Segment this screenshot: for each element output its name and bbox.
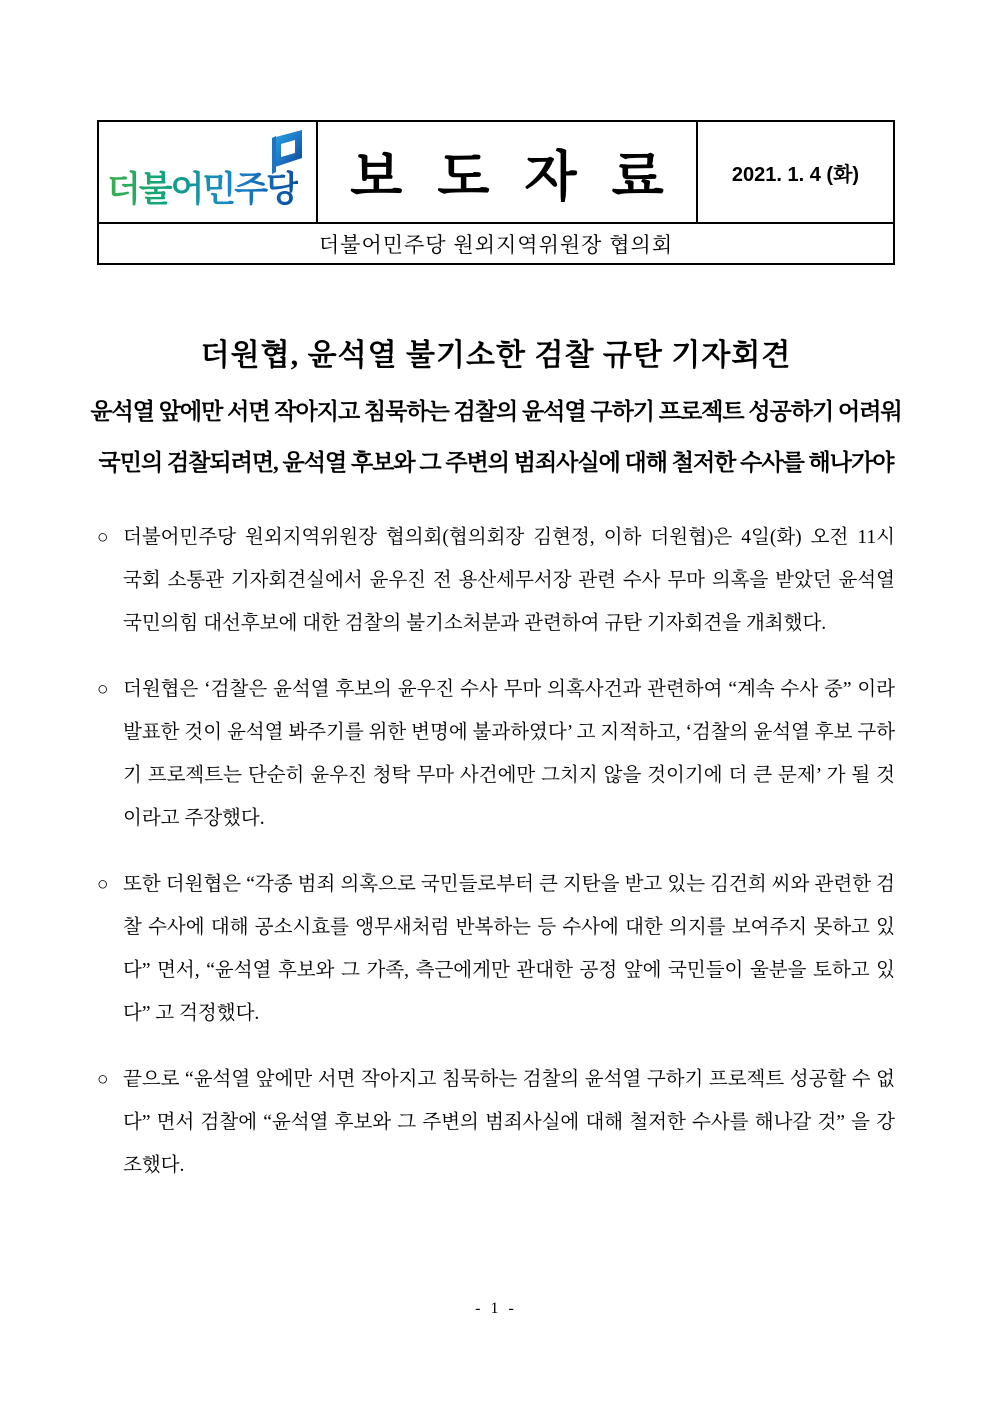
body-paragraph (97, 668, 895, 840)
subheadline-block (60, 386, 932, 488)
header-table (97, 120, 895, 265)
body-paragraph (97, 516, 895, 645)
paragraph-text: 또한 더원협은 “각종 범죄 의혹으로 국민들로부터 큰 지탄을 받고 있는 김건희 씨와 관련한 검찰 수사에 대해 공소시효를 앵무새처럼 반복하는 등 수사에 대한 의지를 보여주지 못하고 있다” 면서, “윤석열 후보와 그 가족, 측근에게만 관대한 공정 앞에 국민들이 울분을 토하고 있다” 고 걱정했다. (123, 874, 895, 1024)
body-paragraph (97, 863, 895, 1035)
bullet-icon: ○ (97, 527, 109, 548)
bullet-icon: ○ (97, 679, 109, 700)
subheadline-2: 국민의 검찰되려면, 윤석열 후보와 그 주변의 범죄사실에 대해 철저한 수사를 해나가야 (98, 450, 894, 475)
document-date: 2021. 1. 4 (화) (731, 163, 860, 186)
bullet-icon: ○ (97, 874, 109, 895)
paragraph-text: 끝으로 “윤석열 앞에만 서면 작아지고 침묵하는 검찰의 윤석열 구하기 프로젝트 성공할 수 없다” 면서 검찰에 “윤석열 후보와 그 주변의 범죄사실에 대해 철저한 수사를 해나갈 것” 을 강조했다. (123, 1069, 895, 1176)
headline: 더원협, 윤석열 불기소한 검찰 규탄 기자회견 (200, 339, 792, 372)
body-text (97, 516, 895, 1210)
subheadline-1: 윤석열 앞에만 서면 작아지고 침묵하는 검찰의 윤석열 구하기 프로젝트 성공하기 어려워 (90, 399, 902, 424)
issuing-org: 더불어민주당 원외지역위원장 협의회 (99, 222, 893, 263)
header-row-main (99, 122, 893, 222)
page-number: - 1 - (475, 1300, 517, 1317)
party-logo (99, 122, 318, 222)
bullet-icon: ○ (97, 1069, 109, 1090)
paragraph-text: 더불어민주당 원외지역위원장 협의회(협의회장 김현정, 이하 더원협)은 4일(화) 오전 11시 국회 소통관 기자회견실에서 윤우진 전 용산세무서장 관련 수사 무마 의혹을 받았던 윤석열 국민의힘 대선후보에 대한 검찰의 불기소처분과 관련하여 규탄 기자회견을 개최했다. (123, 527, 895, 634)
body-paragraph (97, 1058, 895, 1187)
paragraph-text: 더원협은 ‘검찰은 윤석열 후보의 윤우진 수사 무마 의혹사건과 관련하여 “계속 수사 중” 이라 발표한 것이 윤석열 봐주기를 위한 변명에 불과하였다’ 고 지적하고, ‘검찰의 윤석열 후보 구하기 프로젝트는 단순히 윤우진 청탁 무마 사건에만 그치지 않을 것이기에 더 큰 문제’ 가 될 것이라고 주장했다. (123, 679, 895, 829)
party-logo-text: 더불어민주당 (107, 162, 298, 212)
document-type-title: 보 도 자 료 (318, 122, 698, 222)
